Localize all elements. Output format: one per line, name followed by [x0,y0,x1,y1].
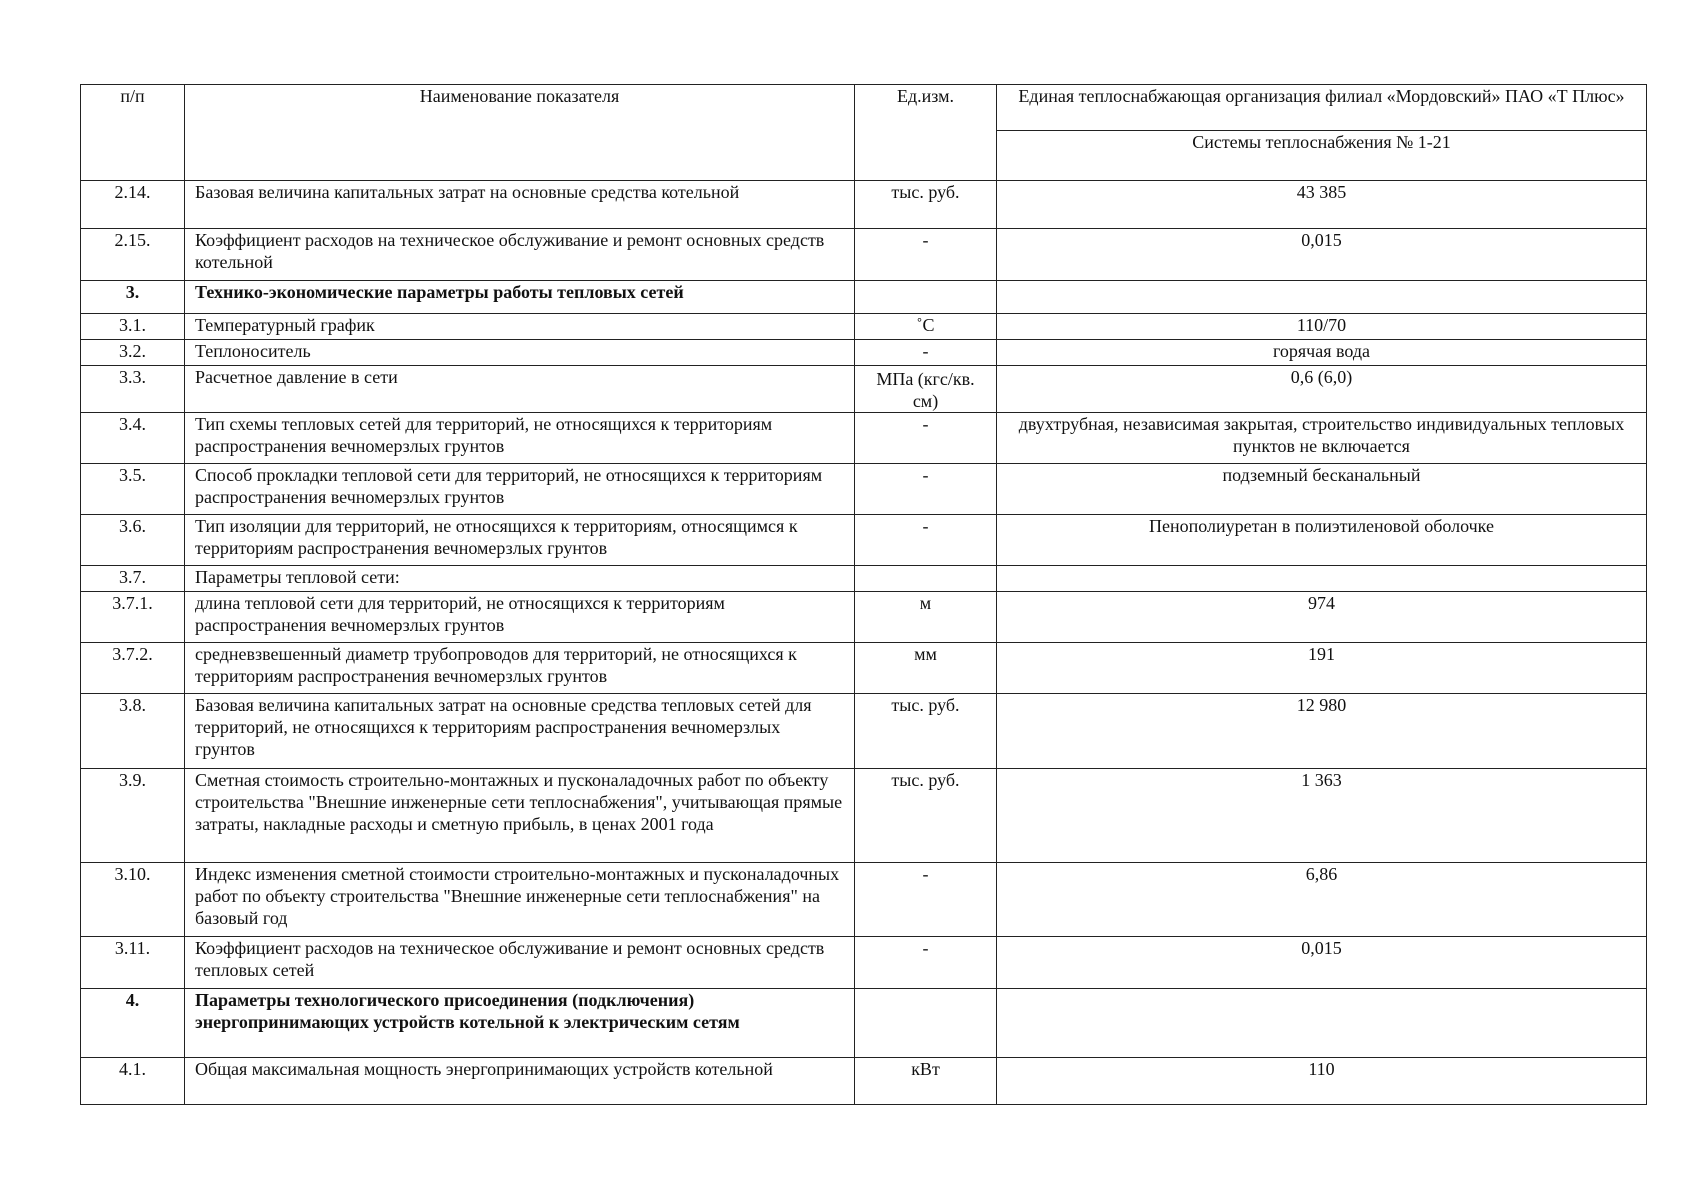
row-num: 3.3. [81,366,185,413]
row-unit: тыс. руб. [855,694,997,769]
row-value [997,281,1647,314]
row-num: 3. [81,281,185,314]
row-name: Базовая величина капитальных затрат на основные средства тепловых сетей для территорий, не относящихся к территориям распространения вечномерзлых грунтов [185,694,855,769]
row-name: Расчетное давление в сети [185,366,855,413]
table-row [81,566,1647,592]
row-num: 3.2. [81,340,185,366]
row-unit: - [855,229,997,281]
table-row [81,643,1647,694]
table-row [81,366,1647,413]
table-row [81,340,1647,366]
row-num: 3.10. [81,863,185,937]
row-value: Пенополиуретан в полиэтиленовой оболочке [997,515,1647,566]
row-name: Технико-экономические параметры работы тепловых сетей [185,281,855,314]
row-unit [855,566,997,592]
header-row-1 [81,85,1647,131]
row-name: Способ прокладки тепловой сети для территорий, не относящихся к территориям распространения вечномерзлых грунтов [185,464,855,515]
row-unit: - [855,863,997,937]
row-name: Тип схемы тепловых сетей для территорий, не относящихся к территориям распространения вечномерзлых грунтов [185,413,855,464]
row-value: 1 363 [997,769,1647,863]
row-unit: мм [855,643,997,694]
table-row [81,314,1647,340]
table-row [81,769,1647,863]
table-row [81,1058,1647,1105]
table-row [81,863,1647,937]
row-name: Сметная стоимость строительно-монтажных и пусконаладочных работ по объекту строительства "Внешние инженерные сети теплоснабжения", учитывающая прямые затраты, накладные расходы и сметную прибыль, в ценах 2001 года [185,769,855,863]
row-num: 3.7.1. [81,592,185,643]
row-name: Теплоноситель [185,340,855,366]
row-num: 2.14. [81,181,185,229]
row-value: 110 [997,1058,1647,1105]
row-name: Тип изоляции для территорий, не относящихся к территориям, относящимся к территориям распространения вечномерзлых грунтов [185,515,855,566]
header-col-unit: Ед.изм. [855,85,997,181]
row-value: 6,86 [997,863,1647,937]
row-name: Индекс изменения сметной стоимости строительно-монтажных и пусконаладочных работ по объекту строительства "Внешние инженерные сети теплоснабжения" на базовый год [185,863,855,937]
row-unit: кВт [855,1058,997,1105]
row-unit [855,989,997,1058]
row-value: 191 [997,643,1647,694]
row-unit: - [855,515,997,566]
row-unit: тыс. руб. [855,769,997,863]
row-unit: ˚С [855,314,997,340]
row-value: двухтрубная, независимая закрытая, строительство индивидуальных тепловых пунктов не включается [997,413,1647,464]
row-num: 3.4. [81,413,185,464]
header-col-org: Единая теплоснабжающая организация филиал «Мордовский» ПАО «Т Плюс» [997,85,1647,131]
row-unit [855,281,997,314]
row-unit: - [855,413,997,464]
document-page [80,84,1646,1105]
indicators-table [80,84,1647,1105]
row-num: 3.9. [81,769,185,863]
row-name: Общая максимальная мощность энергопринимающих устройств котельной [185,1058,855,1105]
table-row [81,515,1647,566]
row-num: 4. [81,989,185,1058]
header-col-systems: Системы теплоснабжения № 1-21 [997,131,1647,181]
table-row [81,464,1647,515]
row-value: 974 [997,592,1647,643]
row-name: Коэффициент расходов на техническое обслуживание и ремонт основных средств котельной [185,229,855,281]
row-name: Температурный график [185,314,855,340]
section-row [81,989,1647,1058]
header-col-num: п/п [81,85,185,181]
row-value: 110/70 [997,314,1647,340]
table-row [81,694,1647,769]
row-value: 43 385 [997,181,1647,229]
row-value [997,566,1647,592]
row-num: 3.7.2. [81,643,185,694]
row-num: 2.15. [81,229,185,281]
row-unit: - [855,464,997,515]
row-value [997,989,1647,1058]
row-unit: - [855,937,997,989]
row-num: 4.1. [81,1058,185,1105]
row-name: Базовая величина капитальных затрат на основные средства котельной [185,181,855,229]
row-name: средневзвешенный диаметр трубопроводов для территорий, не относящихся к территориям распространения вечномерзлых грунтов [185,643,855,694]
row-value: 12 980 [997,694,1647,769]
row-name: длина тепловой сети для территорий, не относящихся к территориям распространения вечномерзлых грунтов [185,592,855,643]
row-num: 3.8. [81,694,185,769]
row-num: 3.1. [81,314,185,340]
row-num: 3.5. [81,464,185,515]
row-value: 0,015 [997,229,1647,281]
table-row [81,937,1647,989]
row-name: Параметры технологического присоединения (подключения) энергопринимающих устройств котельной к электрическим сетям [185,989,855,1058]
row-name: Параметры тепловой сети: [185,566,855,592]
row-num: 3.7. [81,566,185,592]
row-unit: - [855,340,997,366]
row-num: 3.6. [81,515,185,566]
row-value: 0,015 [997,937,1647,989]
row-num: 3.11. [81,937,185,989]
table-row [81,413,1647,464]
row-value: 0,6 (6,0) [997,366,1647,413]
row-unit: м [855,592,997,643]
table-row [81,592,1647,643]
row-unit: МПа (кгс/кв. см) [855,366,997,413]
table-row [81,229,1647,281]
header-col-name: Наименование показателя [185,85,855,181]
row-unit: тыс. руб. [855,181,997,229]
section-row [81,281,1647,314]
table-row [81,181,1647,229]
row-value: подземный бесканальный [997,464,1647,515]
row-value: горячая вода [997,340,1647,366]
row-name: Коэффициент расходов на техническое обслуживание и ремонт основных средств тепловых сетей [185,937,855,989]
